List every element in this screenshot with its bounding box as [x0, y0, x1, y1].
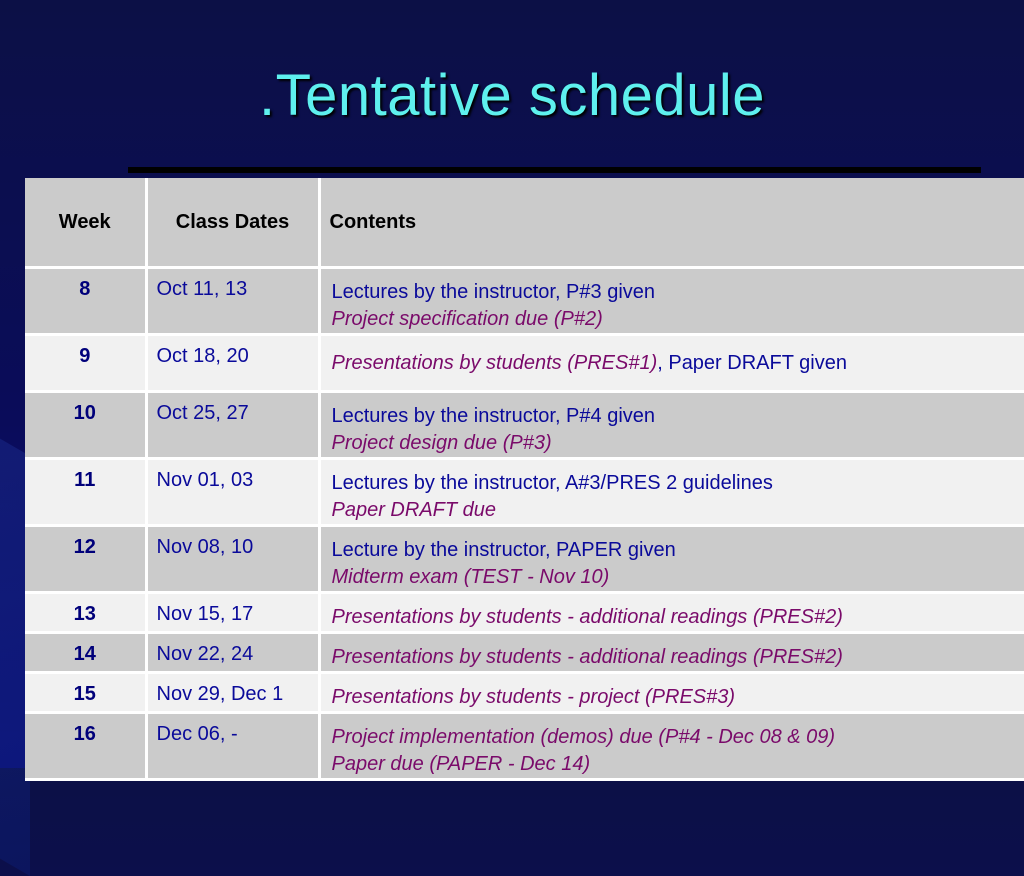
- contents-line: Lectures by the instructor, A#3/PRES 2 guidelines: [332, 470, 1024, 497]
- class-dates: Oct 11, 13: [146, 268, 319, 335]
- schedule-table-container: [25, 178, 1024, 781]
- class-dates: Dec 06, -: [146, 713, 319, 780]
- header-class-dates: Class Dates: [146, 178, 319, 268]
- contents-cell: [319, 268, 1024, 335]
- contents-cell: [319, 526, 1024, 593]
- week-number: 12: [25, 526, 146, 593]
- class-dates: Oct 25, 27: [146, 392, 319, 459]
- contents-cell: [319, 335, 1024, 392]
- slide-title: .Tentative schedule: [0, 62, 1024, 129]
- contents-line: Lecture by the instructor, PAPER given: [332, 537, 1024, 564]
- class-dates: Nov 29, Dec 1: [146, 673, 319, 713]
- week-number: 10: [25, 392, 146, 459]
- week-number: 14: [25, 633, 146, 673]
- contents-cell: [319, 633, 1024, 673]
- class-dates: Nov 01, 03: [146, 459, 319, 526]
- contents-cell: [319, 673, 1024, 713]
- contents-line: Lectures by the instructor, P#4 given: [332, 403, 1024, 430]
- week-number: 13: [25, 593, 146, 633]
- contents-line-italic: Project design due (P#3): [332, 430, 1024, 457]
- class-dates: Oct 18, 20: [146, 335, 319, 392]
- week-number: 11: [25, 459, 146, 526]
- table-row: [25, 268, 1024, 335]
- table-row: [25, 392, 1024, 459]
- week-number: 15: [25, 673, 146, 713]
- week-number: 9: [25, 335, 146, 392]
- contents-line-italic: Presentations by students - project (PRES#3): [332, 684, 1024, 711]
- contents-cell: [319, 593, 1024, 633]
- table-row: [25, 713, 1024, 780]
- table-header-row: [25, 178, 1024, 268]
- contents-cell: [319, 459, 1024, 526]
- contents-line-italic: Presentations by students - additional readings (PRES#2): [332, 644, 1024, 671]
- contents-line-italic: Midterm exam (TEST - Nov 10): [332, 564, 1024, 591]
- contents-line-italic: Paper due (PAPER - Dec 14): [332, 751, 1024, 778]
- contents-line-italic: Presentations by students - additional readings (PRES#2): [332, 604, 1024, 631]
- contents-line-italic: Paper DRAFT due: [332, 497, 1024, 524]
- contents-italic-part: Presentations by students (PRES#1): [332, 352, 658, 374]
- schedule-table: [25, 178, 1024, 781]
- table-row: [25, 335, 1024, 392]
- week-number: 16: [25, 713, 146, 780]
- contents-cell: [319, 713, 1024, 780]
- class-dates: Nov 15, 17: [146, 593, 319, 633]
- class-dates: Nov 22, 24: [146, 633, 319, 673]
- title-underline: [128, 167, 981, 173]
- table-row: [25, 459, 1024, 526]
- week-number: 8: [25, 268, 146, 335]
- table-row: [25, 673, 1024, 713]
- table-row: [25, 633, 1024, 673]
- contents-line: Lectures by the instructor, P#3 given: [332, 279, 1024, 306]
- table-row: [25, 526, 1024, 593]
- contents-cell: [319, 392, 1024, 459]
- header-contents: Contents: [319, 178, 1024, 268]
- contents-line-italic: Project specification due (P#2): [332, 306, 1024, 333]
- contents-plain-part: , Paper DRAFT given: [657, 352, 847, 374]
- class-dates: Nov 08, 10: [146, 526, 319, 593]
- header-week: Week: [25, 178, 146, 268]
- contents-line-italic: Project implementation (demos) due (P#4 - Dec 08 & 09): [332, 724, 1024, 751]
- table-row: [25, 593, 1024, 633]
